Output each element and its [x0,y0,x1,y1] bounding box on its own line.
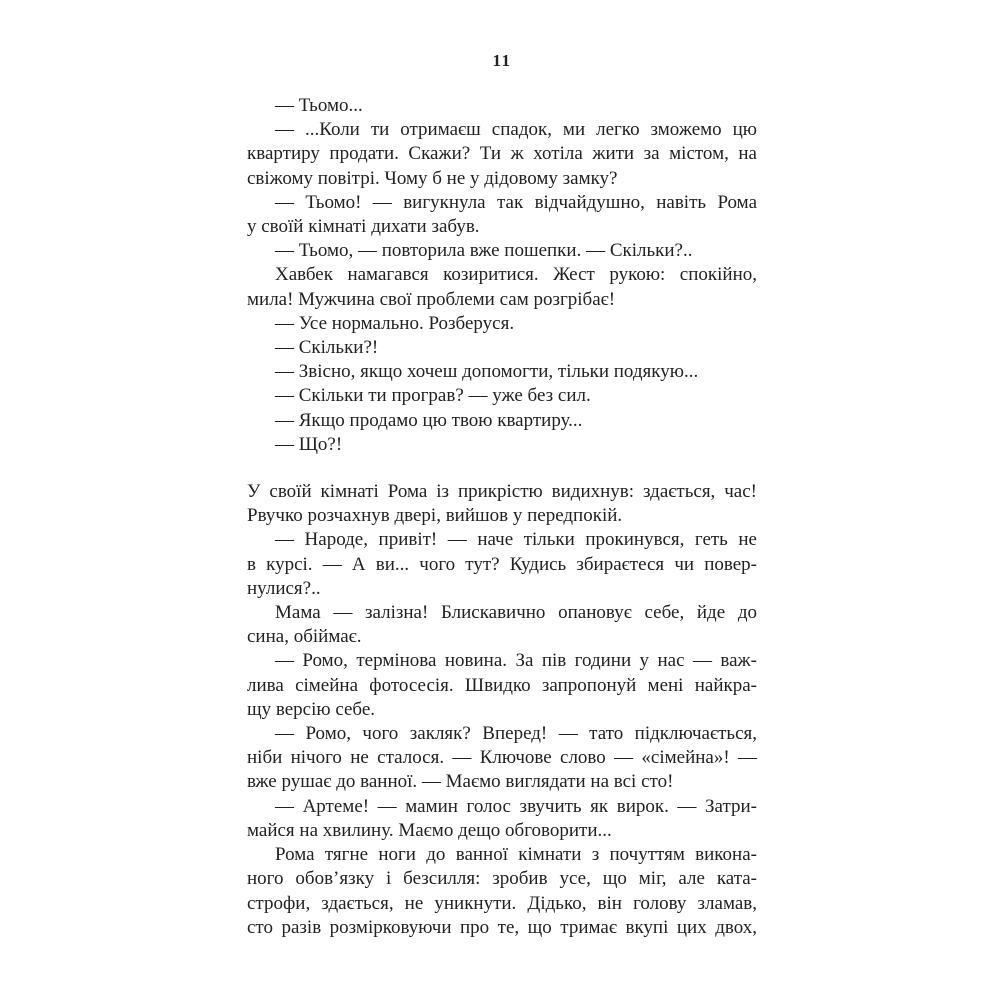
text-line: — Тьомо! — вигукнула так відчайдушно, навіть Рома [275,191,757,213]
paragraph [247,94,757,118]
text-line: — ...Коли ти отримаєш спадок, ми легко зможемо цю [275,119,757,141]
text-line: — Скільки ти програв? — уже без сил. [275,385,591,407]
text-line: щу версію себе. [247,698,376,720]
text-line: у своїй кімнаті дихати забув. [247,216,480,238]
text-line: Рома тягне ноги до ванної кімнати з почуттям викона- [275,844,757,866]
text-line: — Скільки?! [275,337,379,359]
text-line: У своїй кімнаті Рома із прикрістю видихнув: здається, час! [247,481,757,503]
paragraph [247,191,757,239]
paragraph [247,528,757,601]
text-line: лива сімейна фотосесія. Швидко запропонуй мені найкра- [247,674,757,696]
paragraph [247,336,757,360]
paragraph [247,601,757,649]
text-line: — Що?! [275,433,343,455]
text-line: нулися?.. [247,577,321,599]
text-line: вже рушає до ванної. — Маємо виглядати на всі сто! [247,771,674,793]
text-line: — Ромо, термінова новина. За пів години у нас — важ- [275,650,757,672]
text-line: мила! Мужчина свої проблеми сам розгрібає! [247,288,616,310]
paragraph [247,409,757,433]
text-line: ного обов’язку і безсилля: зробив усе, що міг, але ката- [247,868,757,890]
text-line: — Ромо, чого закляк? Вперед! — тато підключається, [275,723,757,745]
text-line: сина, обіймає. [247,626,362,648]
text-line: — Тьомо, — повторила вже пошепки. — Скільки?.. [275,240,693,262]
text-line: ніби нічого не сталося. — Ключове слово — «сімейна»! — [247,747,757,769]
text-line: — Якщо продамо цю твою квартиру... [275,409,583,431]
text-section [247,94,757,457]
text-line: квартиру продати. Скажи? Ти ж хотіла жити за містом, на [247,143,757,165]
text-line: Хавбек намагався козиритися. Жест рукою: спокійно, [275,264,757,286]
paragraph [247,795,757,843]
text-block [247,94,757,940]
text-line: свіжому повітрі. Чому б не у дідовому замку? [247,167,618,189]
paragraph [247,843,757,940]
text-line: строфи, здається, не уникнути. Дідько, він голову зламав, [247,892,757,914]
text-line: Мама — залізна! Блискавично опановує себе, йде до [275,602,757,624]
paragraph [247,312,757,336]
page-number: 11 [492,51,512,70]
paragraph [247,360,757,384]
text-line: — Народе, привіт! — наче тільки прокинувся, геть не [275,529,757,551]
paragraph [247,722,757,795]
text-line: в курсі. — А ви... чого тут? Кудись збираєтеся чи повер- [247,553,757,575]
text-line: майся на хвилину. Маємо дещо обговорити... [247,819,612,841]
text-line: — Звісно, якщо хочеш допомогти, тільки подякую... [275,361,699,383]
text-line: — Усе нормально. Розберуся. [275,312,515,334]
paragraph [247,649,757,722]
paragraph [247,480,757,528]
paragraph [247,384,757,408]
text-line: — Тьомо... [275,95,363,116]
text-line: — Артеме! — мамин голос звучить як вирок. — Затри- [275,795,757,817]
paragraph [247,239,757,263]
text-line: Рвучко розчахнув двері, вийшов у передпокій. [247,505,623,527]
text-section [247,480,757,940]
text-line: сто разів розмірковуючи про те, що тримає вкупі цих двох, [247,916,757,938]
paragraph [247,263,757,311]
paragraph [247,433,757,457]
paragraph [247,118,757,191]
